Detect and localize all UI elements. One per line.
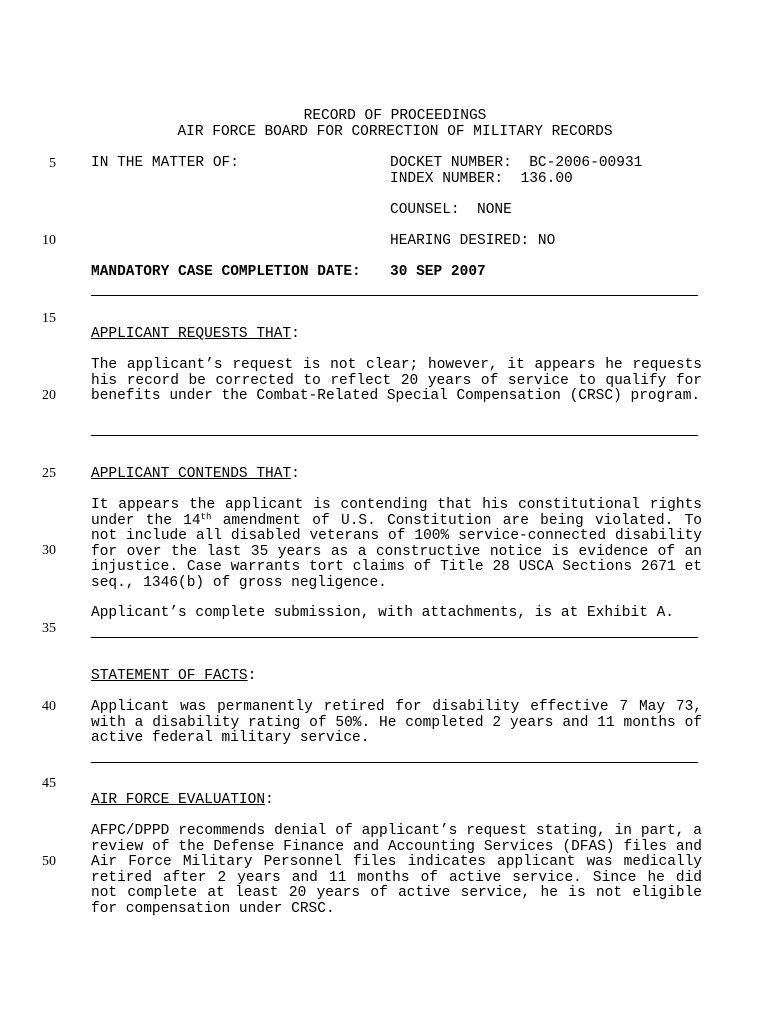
section-divider — [91, 295, 698, 296]
contends-heading — [91, 467, 300, 483]
requests-heading-text: APPLICANT REQUESTS THAT — [91, 326, 292, 342]
contends-heading-colon: : — [291, 466, 300, 482]
line-number-10: 10 — [42, 233, 56, 248]
facts-heading-colon: : — [247, 668, 257, 684]
hearing-desired: HEARING DESIRED: NO — [390, 233, 556, 249]
requests-heading — [91, 327, 300, 343]
evaluation-paragraph: AFPC/DPPD recommends denial of applicant’s request stating, in part, a review of the Defense Finance and Accounting Services (DFAS) files and Air Force Military Personnel files indicates applicant was medically retired after 2 years and 11 months of active service. Since he did not complete at least 20 years of active service, he is not eligible for compensation under CRSC. — [91, 823, 702, 917]
contends-paragraph — [91, 498, 702, 591]
docket-number: DOCKET NUMBER: BC-2006-00931 — [390, 155, 643, 171]
contends-heading-text: APPLICANT CONTENDS THAT — [91, 466, 292, 482]
section-divider — [91, 435, 698, 436]
line-number-35: 35 — [42, 621, 56, 636]
counsel: COUNSEL: NONE — [390, 202, 512, 218]
evaluation-heading — [91, 793, 274, 809]
line-number-20: 20 — [42, 388, 56, 403]
requests-heading-colon: : — [291, 326, 300, 342]
evaluation-heading-text: AIR FORCE EVALUATION — [91, 792, 266, 808]
facts-heading-text: STATEMENT OF FACTS — [91, 668, 248, 684]
line-number-15: 15 — [42, 311, 56, 326]
section-divider — [91, 762, 698, 763]
contends-text-part-b: amendment of U.S. Constitution are being violated. To not include all disabled veterans of 100% service-connected disability for over the last 35 years as a constructive notice is evidence of an injustice. Case warrants tort claims of Title 28 USCA Sections 2671 et seq., 1346(b) of gross negligence. — [91, 512, 702, 591]
section-divider — [91, 637, 698, 638]
facts-heading — [91, 669, 256, 685]
evaluation-heading-colon: : — [265, 792, 274, 808]
line-number-50: 50 — [42, 854, 56, 869]
submission-note: Applicant’s complete submission, with attachments, is at Exhibit A. — [91, 605, 674, 621]
document-title: RECORD OF PROCEEDINGS — [303, 108, 487, 124]
facts-paragraph: Applicant was permanently retired for disability effective 7 May 73, with a disability rating of 50%. He completed 2 years and 11 months of active federal military service. — [91, 699, 702, 746]
line-number-5: 5 — [49, 156, 56, 171]
requests-paragraph: The applicant’s request is not clear; however, it appears he requests his record be corrected to reflect 20 years of service to qualify for benefits under the Combat-Related Special Compensation (CRSC) program. — [91, 357, 702, 404]
completion-date: 30 SEP 2007 — [390, 264, 486, 280]
line-number-45: 45 — [42, 776, 56, 791]
line-number-40: 40 — [42, 699, 56, 714]
line-number-25: 25 — [42, 466, 56, 481]
contends-text-part-a: It appears the applicant is contending that his constitutional rights under the 14 — [91, 497, 702, 529]
index-number: INDEX NUMBER: 136.00 — [390, 171, 573, 187]
ordinal-suffix: th — [200, 511, 212, 522]
line-number-30: 30 — [42, 543, 56, 558]
matter-label: IN THE MATTER OF: — [91, 155, 239, 171]
board-name: AIR FORCE BOARD FOR CORRECTION OF MILITARY RECORDS — [177, 124, 613, 140]
completion-date-label: MANDATORY CASE COMPLETION DATE: — [91, 264, 361, 280]
